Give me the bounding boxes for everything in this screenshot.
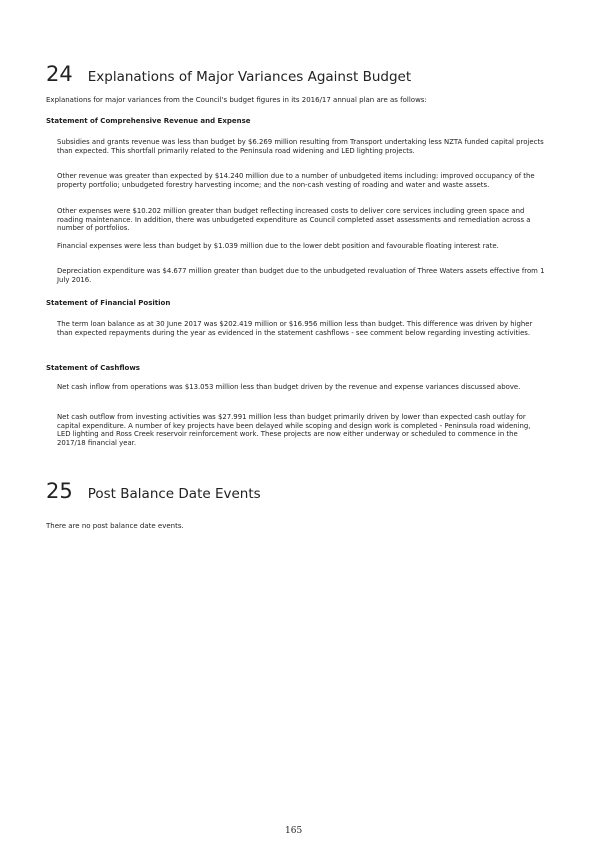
- paragraph: Other revenue was greater than expected by $14.240 million due to a number of unbudgeted items including: improved occupancy of the property portfolio; unbudgeted forestry harvesting income; and the non-cash vesting of roading and water and waste assets.: [57, 172, 535, 189]
- subheading-comprehensive-revenue: Statement of Comprehensive Revenue and Expense: [46, 117, 251, 125]
- section-title: Explanations of Major Variances Against Budget: [87, 69, 412, 85]
- section-number: 25: [46, 479, 73, 503]
- paragraph: Net cash inflow from operations was $13.053 million less than budget driven by the revenue and expense variances discussed above.: [57, 383, 521, 391]
- subheading-cashflows: Statement of Cashflows: [46, 364, 140, 372]
- paragraph: Other expenses were $10.202 million greater than budget reflecting increased costs to deliver core services including green space and roading maintenance. In addition, there was unbudgeted expenditure as Council completed asset assessments and remediation across a number of portfolios.: [57, 207, 531, 233]
- page-number: 165: [285, 826, 303, 836]
- paragraph: Subsidies and grants revenue was less than budget by $6.269 million resulting from Transport undertaking less NZTA funded capital projects than expected. This shortfall primarily related to the Peninsula road widening and LED lighting projects.: [57, 138, 544, 155]
- section-intro: There are no post balance date events.: [46, 522, 184, 530]
- section-number: 24: [46, 62, 73, 86]
- paragraph: Net cash outflow from investing activities was $27.991 million less than budget primarily driven by lower than expected cash outlay for capital expenditure. A number of key projects have been delayed while scoping and design work is completed - Peninsula road widening, LED lighting and Ross Creek reservoir reinforcement work. These projects are now either underway or scheduled to commence in the 2017/18 financial year.: [57, 413, 531, 447]
- section-intro: Explanations for major variances from the Council's budget figures in its 2016/17 annual plan are as follows:: [46, 96, 427, 104]
- section-25-heading: [46, 479, 261, 503]
- paragraph: The term loan balance as at 30 June 2017 was $202.419 million or $16.956 million less than budget. This difference was driven by higher than expected repayments during the year as evidenced in the statement cashflows - see comment below regarding investing activities.: [57, 320, 533, 337]
- subheading-financial-position: Statement of Financial Position: [46, 299, 171, 307]
- paragraph: Financial expenses were less than budget by $1.039 million due to the lower debt position and favourable floating interest rate.: [57, 242, 499, 250]
- paragraph: Depreciation expenditure was $4.677 million greater than budget due to the unbudgeted revaluation of Three Waters assets effective from 1 July 2016.: [57, 267, 545, 284]
- section-title: Post Balance Date Events: [87, 486, 261, 502]
- section-24-heading: [46, 62, 411, 86]
